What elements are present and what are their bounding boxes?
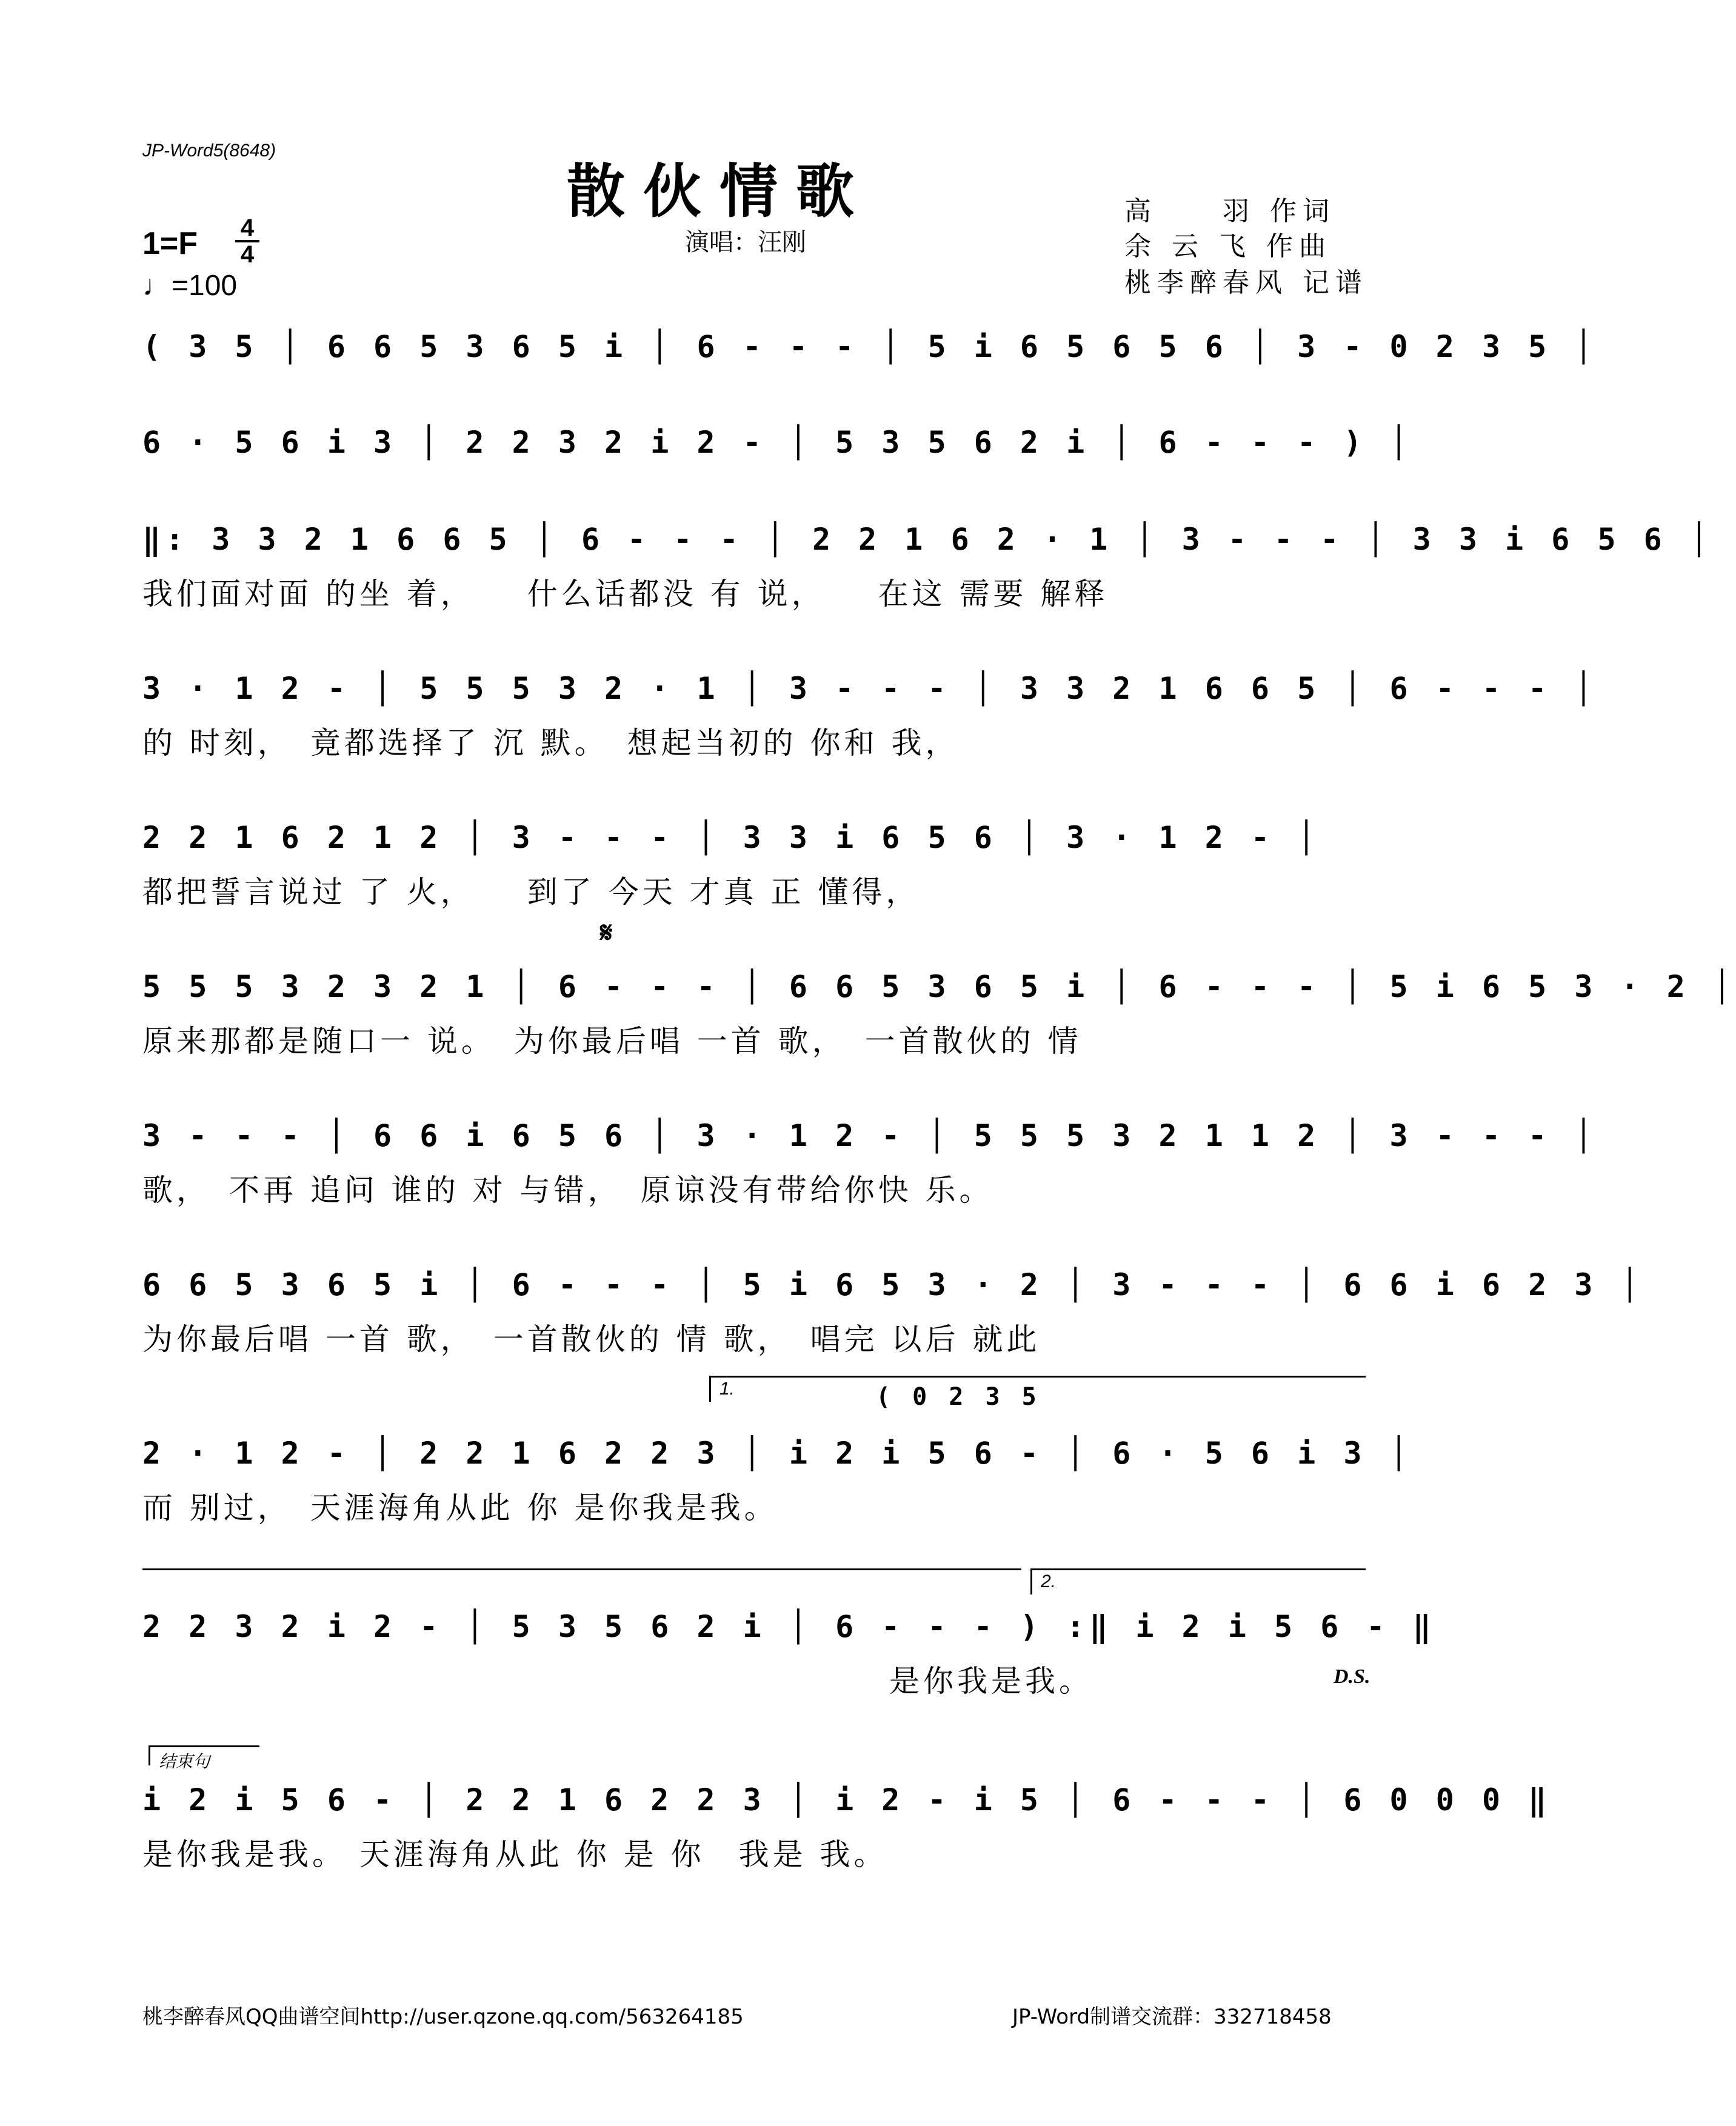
notes-line: i 2 i 5 6 - │ 2 2 1 6 2 2 3 │ i 2 - i 5 │ 6 - - - │ 6 0 0 0 ‖ [142,1782,1552,1818]
lyrics-line: 是你我是我。 [142,1664,1093,1699]
footer-group: JP-Word制谱交流群：332718458 [1012,2005,1332,2029]
lyricist-credit: 高 羽 作词 [1124,196,1335,227]
time-signature-bottom: 4 [240,241,255,268]
first-ending-continuation [142,1568,1021,1570]
coda-label: 结束句 [159,1751,210,1771]
lyrics-line: 而 别过， 天涯海角从此 你 是你我是我。 [142,1490,778,1525]
second-ending-label: 2. [1041,1571,1057,1591]
staff-system-8 [142,1263,1644,1307]
first-ending-pickup: ( 0 2 3 5 [876,1383,1040,1411]
second-ending-bracket [1030,1568,1366,1594]
lyrics-line: 是你我是我。 天涯海角从此 你 是 你 我是 我。 [142,1837,888,1872]
staff-system-1 [142,325,1598,368]
footer-source: 桃李醉春风QQ曲谱空间http://user.qzone.qq.com/563264185 [142,2005,744,2029]
notes-line: 2 2 1 6 2 1 2 │ 3 - - - │ 3 3 i 6 5 6 │ 3 · 1 2 - │ [142,820,1321,855]
notes-line: 2 2 3 2 i 2 - │ 5 3 5 6 2 i │ 6 - - - ) :‖ i 2 i 5 6 - ‖ [142,1609,1436,1644]
lyrics-line: 我们面对面 的坐 着， 什么话都没 有 说， 在这 需要 解释 [142,576,1109,611]
notes-line: 3 · 1 2 - │ 5 5 5 3 2 · 1 │ 3 - - - │ 3 3 2 1 6 6 5 │ 6 - - - │ [142,671,1598,706]
lyrics-line: 都把誓言说过 了 火， 到了 今天 才真 正 懂得， [142,875,920,910]
transcriber-credit: 桃李醉春风 记谱 [1124,267,1368,298]
notes-line: ‖: 3 3 2 1 6 6 5 │ 6 - - - │ 2 2 1 6 2 · 1 │ 3 - - - │ 3 3 i 6 5 6 │ [142,522,1713,557]
notes-line: 6 · 5 6 i 3 │ 2 2 3 2 i 2 - │ 5 3 5 6 2 i │ 6 - - - ) │ [142,425,1413,460]
lyrics-line: 原来那都是随口一 说。 为你最后唱 一首 歌， 一首散伙的 情 [142,1024,1082,1059]
staff-system-9 [142,1431,1413,1475]
notes-line: 3 - - - │ 6 6 i 6 5 6 │ 3 · 1 2 - │ 5 5 5 3 2 1 1 2 │ 3 - - - │ [142,1118,1598,1153]
tempo-marking: ♩=100 [142,270,238,302]
lyrics-line: 为你最后唱 一首 歌， 一首散伙的 情 歌， 唱完 以后 就此 [142,1322,1041,1357]
staff-system-3 [142,518,1713,561]
lyrics-line: 歌， 不再 追问 谁的 对 与错， 原谅没有带给你快 乐。 [142,1173,993,1208]
segno-mark: 𝄋 [600,917,613,949]
coda-bracket [149,1745,259,1771]
staff-system-4 [142,667,1598,710]
staff-system-11 [142,1778,1552,1822]
software-signature: JP-Word5(8648) [142,141,276,161]
staff-system-2 [142,421,1413,464]
staff-system-10 [142,1605,1436,1648]
time-signature-top: 4 [240,215,255,241]
notes-line: 2 · 1 2 - │ 2 2 1 6 2 2 3 │ i 2 i 5 6 - │ 6 · 5 6 i 3 │ [142,1436,1413,1471]
composer-credit: 余 云 飞 作曲 [1124,231,1332,262]
lyrics-line: 的 时刻， 竟都选择了 沉 默。 想起当初的 你和 我， [142,725,960,761]
staff-system-7 [142,1114,1598,1158]
staff-system-5 [142,816,1367,859]
key-signature: 1=F [142,226,198,261]
notes-line: 6 6 5 3 6 5 i │ 6 - - - │ 5 i 6 5 3 · 2 │ 3 - - - │ 6 6 i 6 2 3 │ [142,1267,1644,1302]
first-ending-label: 1. [719,1379,735,1399]
dal-segno-mark: D.S. [1334,1665,1370,1688]
time-signature [235,216,259,267]
notes-line: 5 5 5 3 2 3 2 1 │ 6 - - - │ 6 6 5 3 6 5 i │ 6 - - - │ 5 i 6 5 3 · 2 │ [142,969,1736,1004]
song-title: 散伙情歌 [567,158,872,225]
singer-credit: 演唱：汪刚 [685,228,806,256]
staff-system-6 [142,965,1736,1008]
notes-line: ( 3 5 │ 6 6 5 3 6 5 i │ 6 - - - │ 5 i 6 5 6 5 6 │ 3 - 0 2 3 5 │ [142,329,1598,364]
